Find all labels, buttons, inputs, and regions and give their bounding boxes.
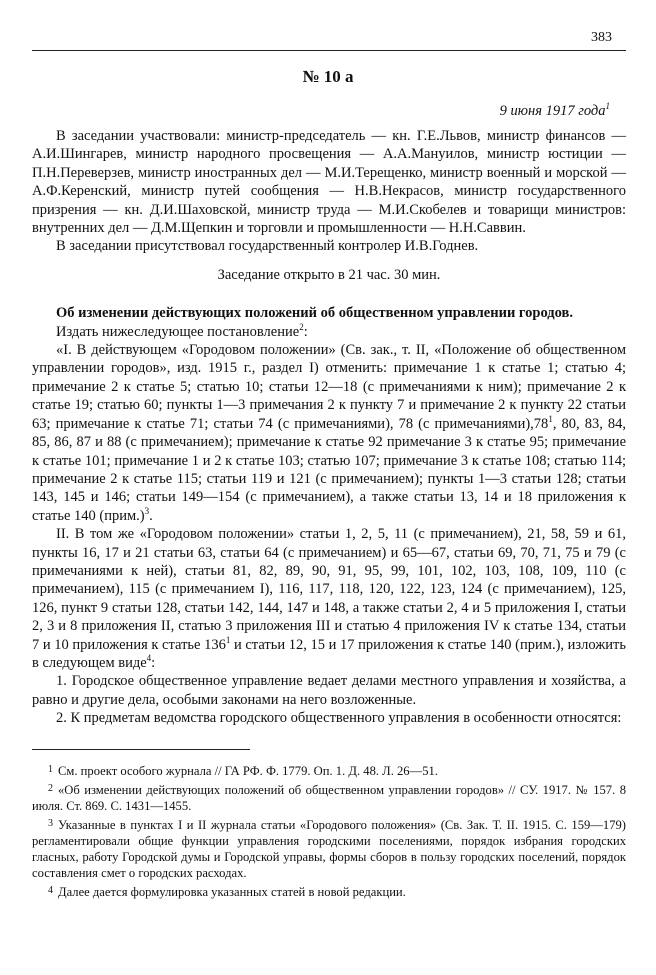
controller-paragraph: В заседании присутствовал государственный контролер И.В.Годнев. [56, 238, 479, 255]
resolution-paragraph [32, 323, 626, 341]
footnote-number: 1 [48, 764, 53, 775]
document-date [500, 103, 610, 120]
session-opened: Заседание открыто в 21 час. 30 мин. [217, 266, 441, 283]
document-body [32, 127, 626, 728]
resolution-footnote-ref: 2 [299, 321, 304, 332]
footnote [32, 781, 626, 814]
footnote-rule [32, 749, 250, 750]
footnote [32, 883, 626, 900]
section-two-part2: и статьи 12, 15 и 17 приложения к статье 140 (прим.), изложить в следующем виде [32, 636, 627, 671]
footnote-text: Далее дается формулировка указанных статей в новой редакции. [58, 885, 406, 899]
footnotes [32, 762, 626, 902]
document-number: № 10 а [302, 67, 354, 86]
agenda-heading: Об изменении действующих положений об общественном управлении городов. [56, 305, 573, 322]
footnote-number: 4 [48, 885, 53, 896]
section-one-part2: , 80, 83, 84, 85, 86, 87 и 88 (с примечанием); примечание к статье 92 примечание 3 к статье 95; примечание к статье 101; примечание 1 и 2 к статье 103; статью 107; примечание 3 к статье 108; статью 114; примечание 2 к статье 115; статьи 119 и 121 (с примечанием); пункты 1—3 статьи 128; статьи 143, 145 и 146; статьи 149—154 (с примечанием), а также статьи 13, 14 и 18 приложения к статье 140 (прим.) [32, 415, 627, 524]
section-two-paragraph [32, 525, 626, 672]
section-two-tail: : [151, 654, 156, 671]
section-one-tail: . [149, 507, 153, 524]
date-text: 9 июня 1917 года [499, 103, 606, 119]
section-two-footnote-ref: 4 [146, 653, 152, 664]
footnote-text: «Об изменении действующих положений об общественном управлении городов» // СУ. 1917. № 157. 8 июля. Ст. 869. С. 1431—1455. [32, 783, 626, 813]
section-two-part1: II. В том же «Городовом положении» статьи 1, 2, 5, 11 (с примечанием), 21, 58, 59 и 61, пункты 16, 17 и 21 статьи 63, статьи 64 (с примечанием) и 65—67, статьи 69, 70, 71, 75 и 79 (с примечаниями к ней), статьи 81, 82, 89, 90, 91, 95, 99, 101, 102, 103, 108, 109, 110 (с примечанием), 115 (с примечанием I), 116, 117, 118, 120, 122, 123, 124 (с примечанием), 125, 126, пункт 9 статьи 128, статьи 142, 144, 147 и 148, а также статьи 2, 4 и 5 приложения I, статьи 2, 3 и 8 приложения II, статью 3 приложения III и статью 4 приложения IV к статье 134, статьи 7 и 10 приложения к статье 136 [32, 526, 626, 653]
section-one-footnote-ref: 3 [144, 505, 150, 516]
clause-2: 2. К предметам ведомства городского общественного управления в особенности относятся: [56, 710, 622, 727]
section-one-paragraph [32, 341, 626, 525]
section-two-article-sup: 1 [225, 634, 231, 645]
section-one-part1: «I. В действующем «Городовом положении» (Св. зак., т. II, «Положение об общественном управлении городов», изд. 1915 г., раздел I) отменить: примечание 1 к статье 1; статью 4; примечание 2 к статье 5; статью 10; статьи 12—18 (с примечаниями к ним); примечание 2 к статье 19; статью 60; пункты 1—3 примечания 2 к пункту 7 и примечание 2 к пункту 22 статьи 63; примечание к статье 71; статьи 74 (с примечаниями), 78 (с примечаниями),78 [32, 342, 626, 432]
resolution-tail: : [303, 323, 308, 340]
clause-1: 1. Городское общественное управление ведает делами местного управления и хозяйства, а равно и другие дела, особыми законами на него возложенные. [32, 673, 626, 708]
footnote [32, 762, 626, 779]
page-number: 383 [591, 30, 612, 45]
footnote-number: 3 [48, 818, 53, 829]
footnote-number: 2 [48, 783, 53, 794]
footnote-text: Указанные в пунктах I и II журнала статьи «Городового положения» (Св. Зак. Т. II. 1915. С. 159—179) регламентировали общие функции управления городскими поселениями, порядок избрания городских гласных, работу Городской думы и Городской управы, формы сборов в пользу городских поселений, порядок составления смет о городских расходах. [32, 818, 626, 880]
date-footnote-ref: 1 [605, 101, 610, 112]
footnote [32, 816, 626, 881]
footnote-text: См. проект особого журнала // ГА РФ. Ф. 1779. Оп. 1. Д. 48. Л. 26—51. [58, 764, 438, 778]
attendance-paragraph: В заседании участвовали: министр-председатель — кн. Г.Е.Львов, министр финансов — А.И.Шингарев, министр народного просвещения — А.А.Мануилов, министр юстиции — П.Н.Переверзев, министр иностранных дел — М.И.Терещенко, министр военный и морской — А.Ф.Керенский, министр путей сообщения — Н.В.Некрасов, министр государственного призрения — кн. Д.И.Шаховской, министр труда — М.И.Скобелев и товарищи министров: внутренних дел — Д.М.Щепкин и торговли и промышленности — Н.Н.Саввин. [32, 128, 626, 237]
header-rule [32, 50, 626, 51]
section-one-article-sup: 1 [548, 413, 553, 424]
resolution-text: Издать нижеследующее постановление [56, 323, 300, 340]
